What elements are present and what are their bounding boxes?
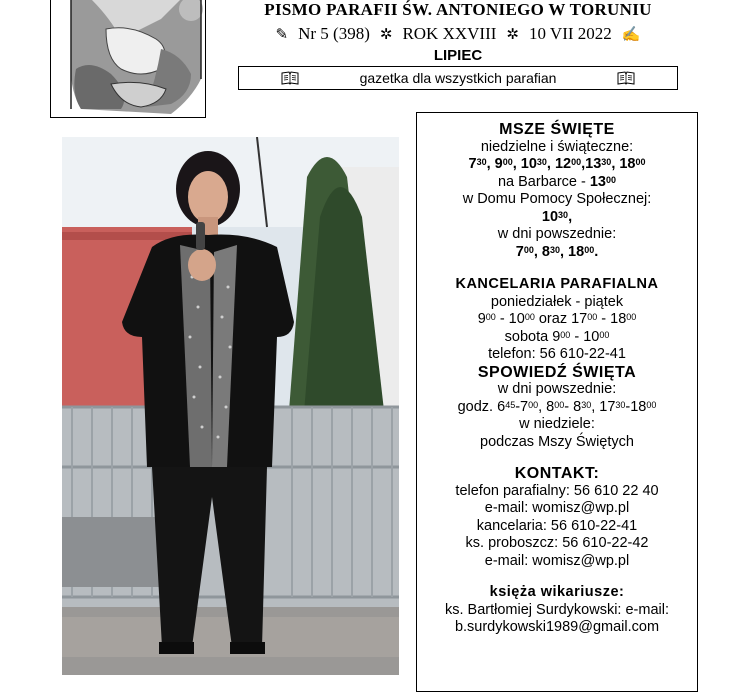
issue-line	[218, 24, 698, 44]
dps-mass-time: $10^{30}$,	[541, 208, 573, 225]
saint-anthony-statue-icon	[51, 0, 206, 118]
office-days: poniedziałek - piątek	[490, 293, 624, 310]
contact-office-phone: kancelaria: 56 610-22-41	[476, 517, 638, 534]
vicar-email[interactable]: b.surdykowski1989@gmail.com	[454, 619, 660, 635]
saturday-hours: sobota $9^{00} - 10^{00}$	[504, 328, 610, 345]
weekday-masses-times: $7^{00}$, $8^{30}$, $18^{00}$.	[515, 243, 599, 260]
performer-image	[62, 137, 399, 675]
sunday-masses-label: niedzielne i świąteczne:	[480, 138, 634, 155]
volume-year: ROK XXVIII	[402, 24, 497, 43]
confession-heading: SPOWIEDŹ ŚWIĘTA	[477, 363, 637, 381]
confession-weekday-label: w dni powszednie:	[497, 381, 617, 397]
weekday-masses-label: w dni powszednie:	[497, 226, 617, 242]
confession-sunday-label: w niedziele:	[519, 416, 595, 432]
quill-icon: ✍	[621, 26, 641, 43]
issue-month: LIPIEC	[433, 47, 483, 64]
open-book-icon	[281, 71, 299, 85]
parish-logo	[50, 0, 206, 118]
singer-photo	[62, 137, 399, 675]
office-phone: telefon: 56 610-22-41	[488, 346, 626, 362]
barbarka-mass: na Barbarce - $13^{00}$	[497, 173, 617, 190]
quill-icon: ✎	[275, 26, 289, 43]
open-book-icon	[617, 71, 635, 85]
tagline-box	[238, 66, 678, 90]
issue-number: Nr 5 (398)	[298, 24, 370, 43]
sun-icon: ✲	[379, 26, 393, 43]
confession-weekday-times: godz. $6^{45}-7^{00}$, $8^{00}-$ $8^{30}$, $17^{30}-18^{00}$	[457, 398, 657, 415]
contact-email[interactable]: e-mail: womisz@wp.pl	[484, 500, 630, 516]
contact-pastor-email[interactable]: e-mail: womisz@wp.pl	[484, 552, 630, 569]
masses-heading: MSZE ŚWIĘTE	[499, 121, 615, 138]
dps-mass-label: w Domu Pomocy Społecznej:	[462, 191, 652, 207]
newsletter-title: PISMO PARAFII ŚW. ANTONIEGO W TORUNIU	[264, 0, 652, 19]
parish-info-panel	[416, 112, 698, 692]
contact-heading: KONTAKT:	[514, 465, 600, 482]
tagline-text: gazetka dla wszystkich parafian	[359, 70, 557, 86]
sun-icon: ✲	[506, 26, 519, 43]
sunday-masses-times: $7^{30}$, $9^{00}$, $10^{30}$, $12^{00},13^{30}$, $18^{00}$	[468, 156, 646, 172]
contact-parish-phone: telefon parafialny: 56 610 22 40	[455, 482, 659, 499]
office-hours: $9^{00} - 10^{00}$ oraz $17^{00} - 18^{00}$	[477, 311, 637, 327]
office-heading: KANCELARIA PARAFIALNA	[455, 276, 659, 292]
vicar-name: ks. Bartłomiej Surdykowski: e-mail:	[445, 601, 669, 618]
vicars-heading: księża wikariusze:	[489, 584, 625, 600]
confession-sunday-text: podczas Mszy Świętych	[480, 433, 634, 450]
contact-pastor-phone: ks. proboszcz: 56 610-22-42	[465, 535, 649, 551]
issue-date: 10 VII 2022	[528, 24, 612, 43]
